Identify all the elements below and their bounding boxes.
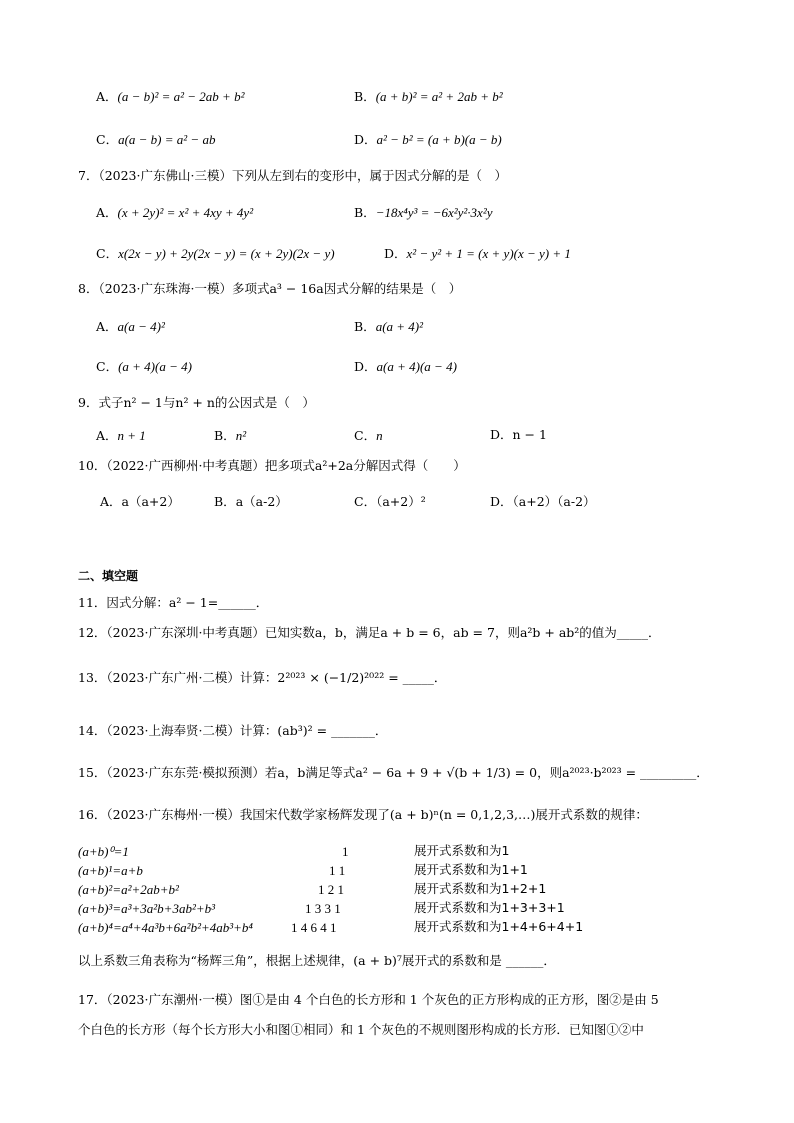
q7-stem: 7．（2023·广东佛山·三模）下列从左到右的变形中，属于因式分解的是（ ） [78,168,507,183]
yanghui-coef-row: 1 1 [329,863,346,878]
q10-option-b: B．a（a-2） [214,494,288,509]
yanghui-expr-row: (a+b)³=a³+3a²b+3ab²+b³ [78,901,216,916]
q6-option-c: C．a(a − b) = a² − ab [96,132,216,147]
q16-tail: 以上系数三角表称为“杨辉三角”，根据上述规律，(a + b)⁷展开式的系数和是 ______． [78,953,556,968]
q10-option-c: C．（a+2）² [354,494,426,509]
q10-option-a: A．a（a+2） [100,494,180,509]
yanghui-expr-row: (a+b)⁰=1 [78,844,129,859]
yanghui-coef-row: 1 2 1 [318,882,344,897]
yanghui-expr-row: (a+b)¹=a+b [78,863,143,878]
q11: 11．因式分解：a² − 1=______． [78,595,269,610]
q13: 13．（2023·广东广州·二模）计算：2²⁰²³ × (−1/2)²⁰²² = _____． [78,670,447,685]
q6-option-d: D．a² − b² = (a + b)(a − b) [354,132,502,147]
yanghui-coef-row: 1 3 3 1 [305,901,341,916]
q14: 14．（2023·上海奉贤·二模）计算：(ab³)² = _______． [78,723,388,738]
yanghui-coef-row: 1 [342,844,349,859]
yanghui-sum-row: 展开式系数和为1+1 [414,862,528,877]
q10-stem: 10．（2022·广西柳州·中考真题）把多项式a²+2a分解因式得（ ） [78,458,466,473]
q16-stem: 16．（2023·广东梅州·一模）我国宋代数学家杨辉发现了(a + b)ⁿ(n = 0,1,2,3,…)展开式系数的规律： [78,807,648,822]
q15: 15．（2023·广东东莞·模拟预测）若a，b满足等式a² − 6a + 9 + √(b + 1/3) = 0，则a²⁰²³·b²⁰²³ = _________． [78,765,709,780]
q12: 12．（2023·广东深圳·中考真题）已知实数a，b，满足a + b = 6，ab = 7，则a²b + ab²的值为_____． [78,625,661,640]
q17-line1: 17．（2023·广东潮州·一模）图①是由 4 个白色的长方形和 1 个灰色的正方形构成的正方形，图②是由 5 [78,992,659,1007]
q7-option-b: B．−18x⁴y³ = −6x²y²·3x²y [354,205,493,220]
q8-option-c: C．(a + 4)(a − 4) [96,359,192,374]
q7-option-c: C．x(2x − y) + 2y(2x − y) = (x + 2y)(2x − y) [96,246,335,261]
q6-option-a: A．(a − b)² = a² − 2ab + b² [96,89,245,104]
yanghui-sum-row: 展开式系数和为1+4+6+4+1 [414,919,584,934]
q8-option-d: D．a(a + 4)(a − 4) [354,359,457,374]
q7-option-a: A．(x + 2y)² = x² + 4xy + 4y² [96,205,254,220]
q6-option-b: B．(a + b)² = a² + 2ab + b² [354,89,503,104]
yanghui-coef-row: 1 4 6 4 1 [291,920,337,935]
section-heading: 二、填空题 [78,569,139,583]
yanghui-expr-row: (a+b)²=a²+2ab+b² [78,882,179,897]
yanghui-sum-row: 展开式系数和为1+3+3+1 [414,900,565,915]
yanghui-sum-row: 展开式系数和为1+2+1 [414,881,547,896]
q9-option-c: C．n [354,428,383,443]
q9-option-d: D．n − 1 [490,427,547,442]
q7-option-d: D．x² − y² + 1 = (x + y)(x − y) + 1 [384,246,571,261]
q10-option-d: D．（a+2）（a-2） [490,494,596,509]
q8-stem: 8．（2023·广东珠海·一模）多项式a³ − 16a因式分解的结果是（ ） [78,281,462,296]
q8-option-b: B．a(a + 4)² [354,319,424,334]
q9-stem: 9．式子n² − 1与n² + n的公因式是（ ） [78,395,315,410]
q9-option-b: B．n² [214,428,247,443]
yanghui-sum-row: 展开式系数和为1 [414,843,510,858]
q9-option-a: A．n + 1 [96,428,146,443]
q8-option-a: A．a(a − 4)² [96,319,165,334]
q17-line2: 个白色的长方形（每个长方形大小和图①相同）和 1 个灰色的不规则图形构成的长方形．已知图①②中 [78,1022,644,1037]
yanghui-expr-row: (a+b)⁴=a⁴+4a³b+6a²b²+4ab³+b⁴ [78,920,253,935]
